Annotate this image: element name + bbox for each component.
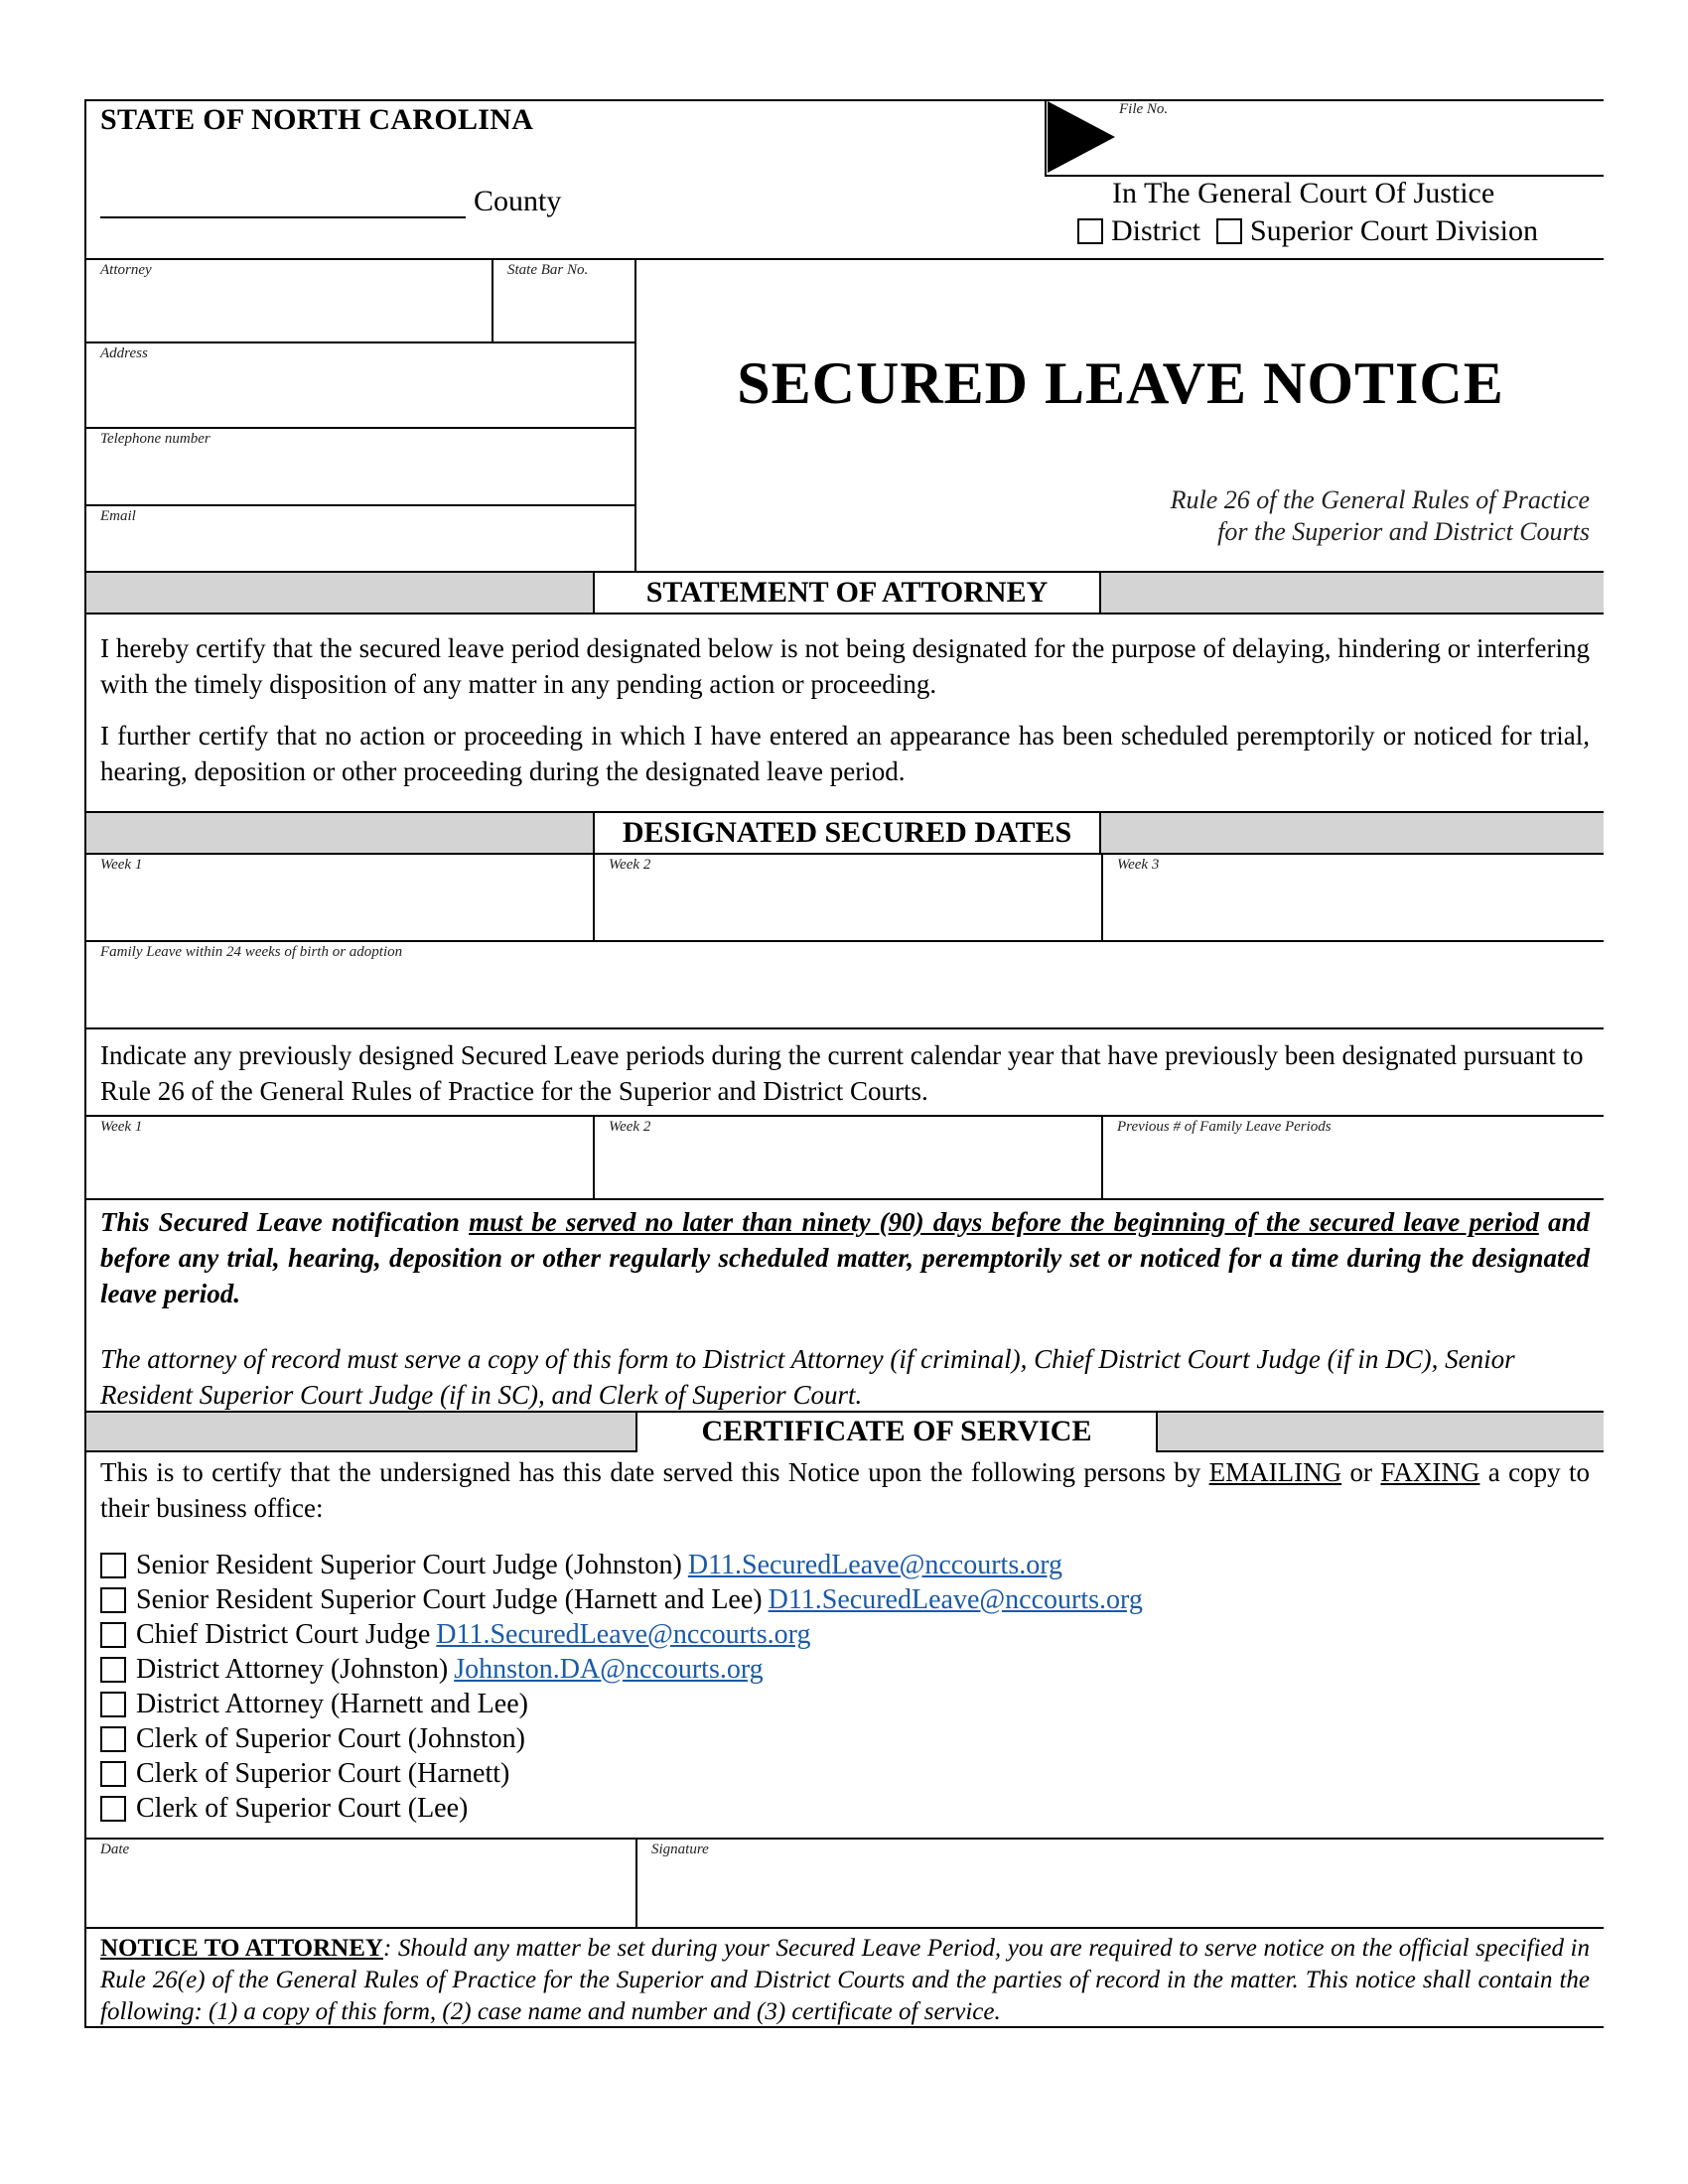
service-item <box>100 1652 1590 1687</box>
service-label: Senior Resident Superior Court Judge (Harnett and Lee) <box>136 1584 763 1615</box>
signature-label: Signature <box>651 1842 709 1857</box>
certificate-heading: CERTIFICATE OF SERVICE <box>635 1411 1158 1452</box>
court-division-options <box>1077 214 1538 248</box>
service-label: Senior Resident Superior Court Judge (Johnston) <box>136 1550 682 1580</box>
telephone-field[interactable] <box>86 429 634 506</box>
previous-weeks-row <box>84 1117 1604 1200</box>
notice-bold-text <box>100 1204 1590 1311</box>
prev-week-1-label: Week 1 <box>100 1119 143 1135</box>
state-bar-field[interactable] <box>492 260 634 343</box>
notice-bold-part-2: and before any trial, hearing, deposition or other regularly scheduled matter, peremptorily set or noticed for a time during the designated leave period. <box>100 1207 1591 1308</box>
footer-notice <box>84 1929 1604 2028</box>
statement-para-2: I further certify that no action or proceeding in which I have entered an appearance has been scheduled peremptorily or noticed for trial, hearing, deposition or other proceeding during the designated leave period. <box>100 721 1590 786</box>
statement-body <box>84 614 1604 813</box>
district-label: District <box>1111 214 1200 247</box>
statement-para-1: I hereby certify that the secured leave period designated below is not being designated for the purpose of delaying, hindering or interfering with the timely disposition of any matter in any pending action or proceeding. <box>100 633 1590 699</box>
service-email-link[interactable]: D11.SecuredLeave@nccourts.org <box>436 1619 811 1650</box>
date-label: Date <box>100 1842 130 1857</box>
service-checkbox[interactable] <box>100 1796 126 1822</box>
certificate-bar <box>84 1411 1604 1452</box>
certificate-intro-b: a copy to their business office: <box>100 1457 1590 1523</box>
signature-field[interactable] <box>635 1840 1606 1927</box>
rule-reference <box>1171 484 1590 548</box>
superior-checkbox[interactable] <box>1216 218 1242 244</box>
service-item <box>100 1791 1590 1826</box>
previous-periods-body <box>84 1029 1604 1117</box>
county-label: County <box>474 185 562 217</box>
notice-to-attorney-label: NOTICE TO ATTORNEY <box>100 1935 383 1962</box>
family-leave-field[interactable] <box>84 942 1604 1029</box>
week-1-label: Week 1 <box>100 857 143 873</box>
service-list <box>100 1548 1590 1826</box>
header <box>84 99 1604 260</box>
service-item <box>100 1617 1590 1652</box>
county-blank[interactable] <box>100 216 466 218</box>
attorney-block <box>84 260 1604 573</box>
file-no-vline <box>1045 99 1047 175</box>
week-3-field[interactable] <box>1101 855 1606 940</box>
faxing-text: FAXING <box>1380 1457 1480 1487</box>
prev-family-label: Previous # of Family Leave Periods <box>1117 1119 1332 1135</box>
statement-heading: STATEMENT OF ATTORNEY <box>593 573 1101 613</box>
service-label: Chief District Court Judge <box>136 1619 431 1650</box>
prev-family-field[interactable] <box>1101 1117 1606 1198</box>
certificate-intro <box>100 1454 1590 1526</box>
state-bar-label: State Bar No. <box>507 262 589 278</box>
state-title: STATE OF NORTH CAROLINA <box>100 103 534 136</box>
dates-bar <box>84 813 1604 855</box>
footer-notice-text <box>100 1933 1590 2028</box>
statement-bar <box>84 573 1604 614</box>
service-email-link[interactable]: D11.SecuredLeave@nccourts.org <box>768 1584 1143 1615</box>
email-label: Email <box>100 508 136 524</box>
service-checkbox[interactable] <box>100 1622 126 1648</box>
certificate-intro-or: or <box>1341 1457 1381 1487</box>
certificate-body <box>84 1452 1604 1840</box>
service-checkbox[interactable] <box>100 1587 126 1613</box>
dates-heading: DESIGNATED SECURED DATES <box>593 813 1101 853</box>
notice-bold-underlined: must be served no later than ninety (90) days before the beginning of the secured leave period <box>469 1207 1539 1237</box>
service-checkbox[interactable] <box>100 1657 126 1683</box>
district-checkbox[interactable] <box>1077 218 1103 244</box>
emailing-text: EMAILING <box>1208 1457 1342 1487</box>
service-label: Clerk of Superior Court (Harnett) <box>136 1758 510 1789</box>
notice-italic-text: The attorney of record must serve a copy of this form to District Attorney (if criminal), Chief District Court Judge (if in DC), Senior Resident Superior Court Judge (if in SC), and Clerk of Superior Court. <box>100 1344 1515 1410</box>
court-title: In The General Court Of Justice <box>1112 177 1495 209</box>
service-email-link[interactable]: Johnston.DA@nccourts.org <box>454 1654 764 1685</box>
service-checkbox[interactable] <box>100 1553 126 1578</box>
notice-body <box>84 1200 1604 1411</box>
rule-line-1: Rule 26 of the General Rules of Practice <box>1170 485 1590 514</box>
prev-week-1-field[interactable] <box>86 1117 593 1198</box>
rule-line-2: for the Superior and District Courts <box>1217 517 1590 546</box>
service-item <box>100 1548 1590 1582</box>
service-label: Clerk of Superior Court (Johnston) <box>136 1723 525 1754</box>
prev-week-2-field[interactable] <box>593 1117 1101 1198</box>
family-leave-label: Family Leave within 24 weeks of birth or adoption <box>100 944 403 960</box>
address-label: Address <box>100 345 148 361</box>
superior-label: Superior Court Division <box>1250 214 1538 247</box>
form-title: SECURED LEAVE NOTICE <box>737 350 1504 416</box>
date-signature-row <box>84 1840 1604 1929</box>
service-checkbox[interactable] <box>100 1692 126 1717</box>
email-field[interactable] <box>86 506 634 572</box>
notice-to-attorney-text: : Should any matter be set during your Secured Leave Period, you are required to serve notice on the official specified in Rule 26(e) of the General Rules of Practice for the Superior and District Courts and the parties of record in the matter. This notice shall contain the following: (1) a copy of this form, (2) case name and number and (3) certificate of service. <box>100 1935 1590 2025</box>
certificate-intro-a: This is to certify that the undersigned has this date served this Notice upon the following persons by <box>100 1457 1209 1487</box>
prev-week-2-label: Week 2 <box>609 1119 651 1135</box>
weeks-row <box>84 855 1604 942</box>
week-3-label: Week 3 <box>1117 857 1160 873</box>
service-item <box>100 1756 1590 1791</box>
service-label: Clerk of Superior Court (Lee) <box>136 1793 469 1824</box>
attorney-field[interactable] <box>86 260 492 343</box>
week-2-label: Week 2 <box>609 857 651 873</box>
service-item <box>100 1687 1590 1721</box>
telephone-label: Telephone number <box>100 431 211 447</box>
service-checkbox[interactable] <box>100 1761 126 1787</box>
service-email-link[interactable]: D11.SecuredLeave@nccourts.org <box>687 1550 1063 1580</box>
address-field[interactable] <box>86 343 634 429</box>
week-1-field[interactable] <box>86 855 593 940</box>
file-no-label: File No. <box>1119 101 1169 117</box>
service-label: District Attorney (Harnett and Lee) <box>136 1689 528 1719</box>
week-2-field[interactable] <box>593 855 1101 940</box>
service-checkbox[interactable] <box>100 1726 126 1752</box>
notice-bold-part-1: This Secured Leave notification <box>100 1207 470 1237</box>
service-item <box>100 1582 1590 1617</box>
service-item <box>100 1721 1590 1756</box>
attorney-label: Attorney <box>100 262 152 278</box>
file-arrow-icon <box>1048 101 1115 173</box>
file-no-field[interactable] <box>1119 121 1604 175</box>
date-field[interactable] <box>86 1840 635 1927</box>
service-label: District Attorney (Johnston) <box>136 1654 449 1685</box>
previous-periods-text: Indicate any previously designed Secured Leave periods during the current calendar year that have previously been designated pursuant to Rule 26 of the General Rules of Practice for the Superior and District Courts. <box>100 1040 1584 1106</box>
